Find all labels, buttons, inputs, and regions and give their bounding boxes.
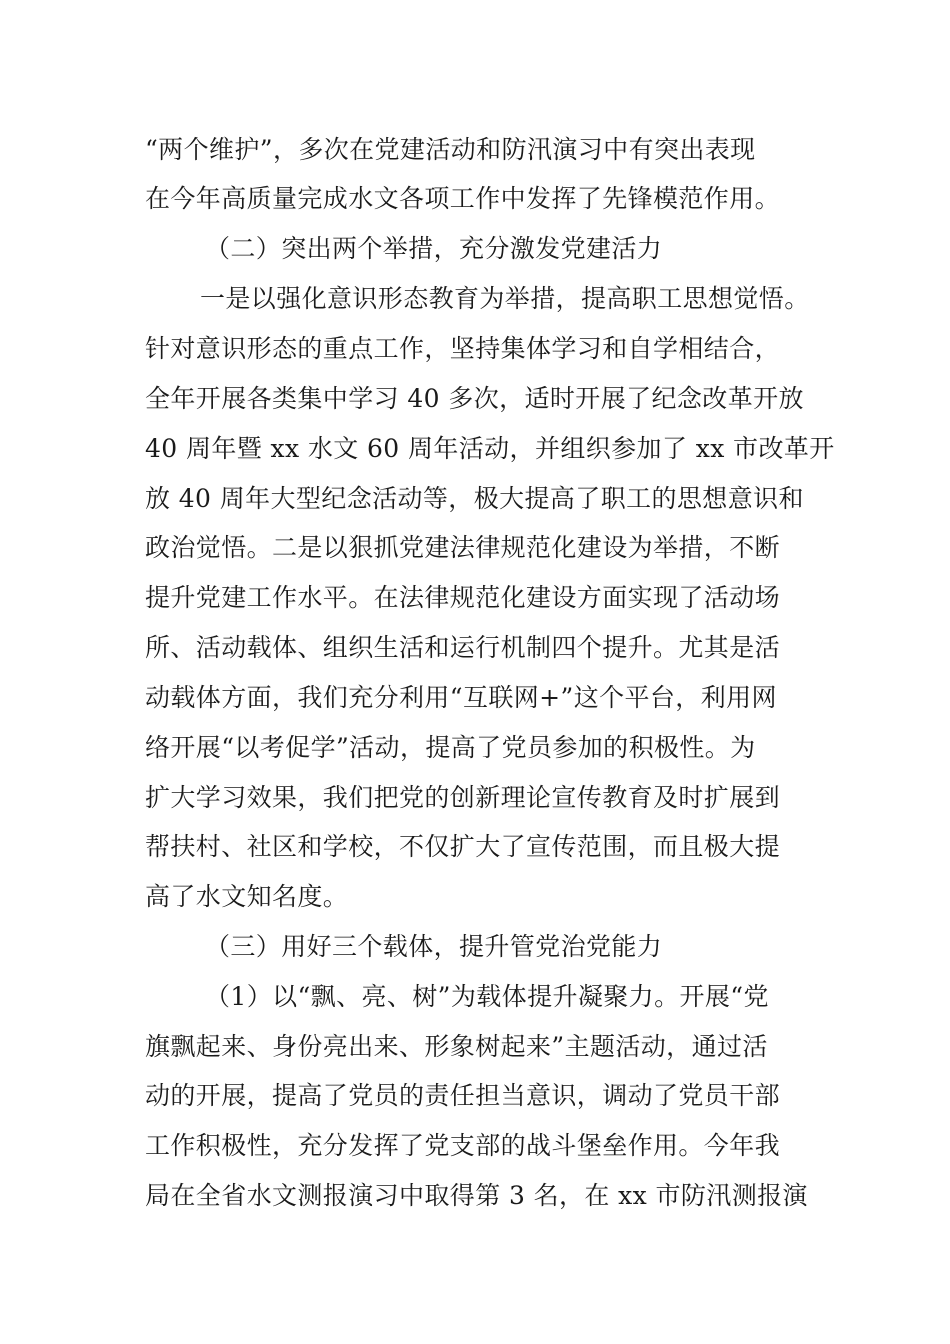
text-line: 政治觉悟。二是以狠抓党建法律规范化建设为举措，不断	[145, 533, 781, 562]
text-line: 针对意识形态的重点工作，坚持集体学习和自学相结合，	[145, 334, 781, 363]
text-line: “两个维护”，多次在党建活动和防汛演习中有突出表现	[145, 135, 756, 164]
text-line: （1）以“飘、亮、树”为载体提升凝聚力。开展“党	[205, 982, 769, 1011]
text-line: 高了水文知名度。	[145, 882, 349, 911]
text-line: 扩大学习效果，我们把党的创新理论宣传教育及时扩展到	[145, 783, 781, 812]
text-line: 工作积极性，充分发挥了党支部的战斗堡垒作用。今年我	[145, 1131, 781, 1160]
text-line: 动的开展，提高了党员的责任担当意识，调动了党员干部	[145, 1081, 781, 1110]
text-line: 帮扶村、社区和学校，不仅扩大了宣传范围，而且极大提	[145, 832, 781, 861]
text-line: 局在全省水文测报演习中取得第 3 名，在 xx 市防汛测报演	[145, 1181, 808, 1210]
text-line: 旗飘起来、身份亮出来、形象树起来”主题活动，通过活	[145, 1032, 768, 1061]
section-heading: （三）用好三个载体，提升管党治党能力	[205, 932, 663, 961]
text-line: 在今年高质量完成水文各项工作中发挥了先锋模范作用。	[145, 184, 781, 213]
text-line: 全年开展各类集中学习 40 多次，适时开展了纪念改革开放	[145, 384, 804, 413]
text-line: 放 40 周年大型纪念活动等，极大提高了职工的思想意识和	[145, 484, 804, 513]
text-line: 动载体方面，我们充分利用“互联网+”这个平台，利用网	[145, 683, 777, 712]
text-line: 络开展“以考促学”活动，提高了党员参加的积极性。为	[145, 733, 756, 762]
text-line: 40 周年暨 xx 水文 60 周年活动，并组织参加了 xx 市改革开	[145, 434, 835, 463]
text-line: 提升党建工作水平。在法律规范化建设方面实现了活动场	[145, 583, 781, 612]
text-line: 一是以强化意识形态教育为举措，提高职工思想觉悟。	[200, 284, 810, 313]
text-line: 所、活动载体、组织生活和运行机制四个提升。尤其是活	[145, 633, 781, 662]
section-heading: （二）突出两个举措，充分激发党建活力	[205, 234, 663, 263]
